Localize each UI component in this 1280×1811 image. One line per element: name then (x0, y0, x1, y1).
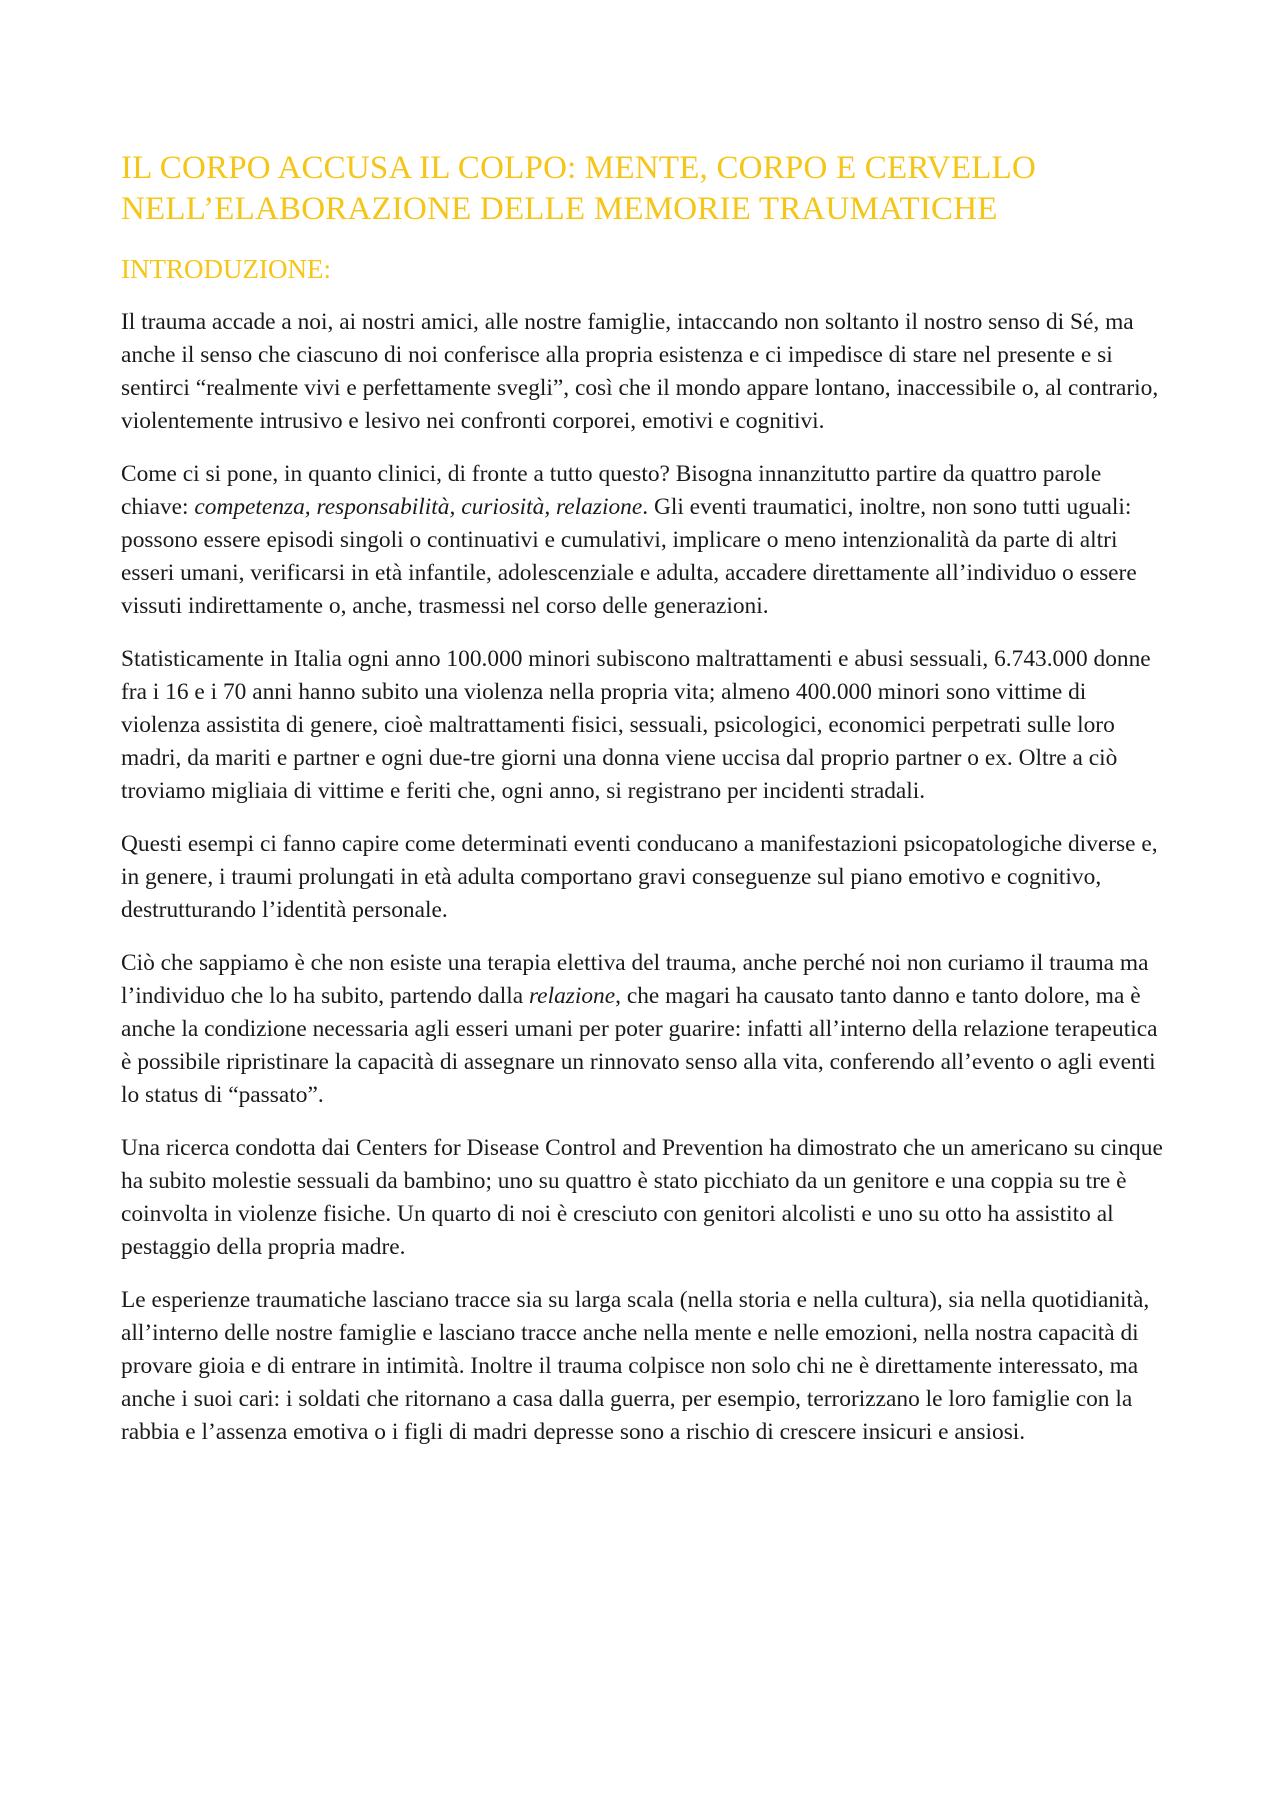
paragraph-5 (121, 947, 1166, 1112)
paragraph-2-keywords: competenza, responsabilità, curiosità, relazione (194, 494, 643, 520)
paragraph-6: Una ricerca condotta dai Centers for Disease Control and Prevention ha dimostrato che un americano su cinque ha subito molestie sessuali da bambino; uno su quattro è stato picchiato da un genitore e una coppia su tre è coinvolta in violenze fisiche. Un quarto di noi è cresciuto con genitori alcolisti e uno su otto ha assistito al pestaggio della propria madre. (121, 1135, 1163, 1260)
paragraph-5-part-a: Ciò che sappiamo è che non esiste una terapia elettiva del trauma, anche perché noi non curiamo il trauma ma l’individuo che lo ha subito, partendo dalla (121, 950, 1149, 1009)
paragraph-7: Le esperienze traumatiche lasciano tracce sia su larga scala (nella storia e nella cultura), sia nella quotidianità, all’interno delle nostre famiglie e lasciano tracce anche nella mente e nelle emozioni, nella nostra capacità di provare gioia e di entrare in intimità. Inoltre il trauma colpisce non solo chi ne è direttamente interessato, ma anche i suoi cari: i soldati che ritornano a casa dalla guerra, per esempio, terrorizzano le loro famiglie con la rabbia e l’assenza emotiva o i figli di madri depresse sono a rischio di crescere insicuri e ansiosi. (121, 1287, 1150, 1445)
title-line-1: IL CORPO ACCUSA IL COLPO: MENTE, CORPO E CERVELLO (121, 150, 1037, 186)
document-title (121, 148, 1166, 230)
paragraph-1: Il trauma accade a noi, ai nostri amici, alle nostre famiglie, intaccando non soltanto il nostro senso di Sé, ma anche il senso che ciascuno di noi conferisce alla propria esistenza e ci impedisce di stare nel presente e si sentirci “realmente vivi e perfettamente svegli”, così che il mondo appare lontano, inaccessibile o, al contrario, violentemente intrusivo e lesivo nei confronti corporei, emotivi e cognitivi. (121, 309, 1159, 434)
paragraph-5-emphasis: relazione (528, 983, 616, 1009)
paragraph-2-part-c: . Gli eventi traumatici, inoltre, non sono tutti uguali: possono essere episodi singoli o continuativi e cumulativi, implicare o meno intenzionalità da parte di altri esseri umani, verificarsi in età infantile, adolescenziale e adulta, accadere direttamente all’individuo o essere vissuti indirettamente o, anche, trasmessi nel corso delle generazioni. (121, 494, 1137, 619)
paragraph-4: Questi esempi ci fanno capire come determinati eventi conducano a manifestazioni psicopatologiche diverse e, in genere, i traumi prolungati in età adulta comportano gravi conseguenze sul piano emotivo e cognitivo, destrutturando l’identità personale. (121, 831, 1158, 923)
paragraph-3: Statisticamente in Italia ogni anno 100.000 minori subiscono maltrattamenti e abusi sessuali, 6.743.000 donne fra i 16 e i 70 anni hanno subito una violenza nella propria vita; almeno 400.000 minori sono vittime di violenza assistita di genere, cioè maltrattamenti fisici, sessuali, psicologici, economici perpetrati sulle loro madri, da mariti e partner e ogni due-tre giorni una donna viene uccisa dal proprio partner o ex. Oltre a ciò troviamo migliaia di vittime e feriti che, ogni anno, si registrano per incidenti stradali. (121, 646, 1151, 804)
paragraph-5-part-c: , che magari ha causato tanto danno e tanto dolore, ma è anche la condizione necessaria agli esseri umani per poter guarire: infatti all’interno della relazione terapeutica è possibile ripristinare la capacità di assegnare un rinnovato senso alla vita, conferendo all’evento o agli eventi lo status di “passato”. (121, 983, 1158, 1108)
paragraph-2 (121, 458, 1166, 623)
document-page (121, 148, 1166, 1469)
title-line-2: NELL’ELABORAZIONE DELLE MEMORIE TRAUMATICHE (121, 191, 998, 227)
section-heading: INTRODUZIONE: (121, 254, 331, 284)
paragraph-2-part-a: Come ci si pone, in quanto clinici, di fronte a tutto questo? Bisogna innanzitutto partire da quattro parole chiave: (121, 461, 1102, 520)
